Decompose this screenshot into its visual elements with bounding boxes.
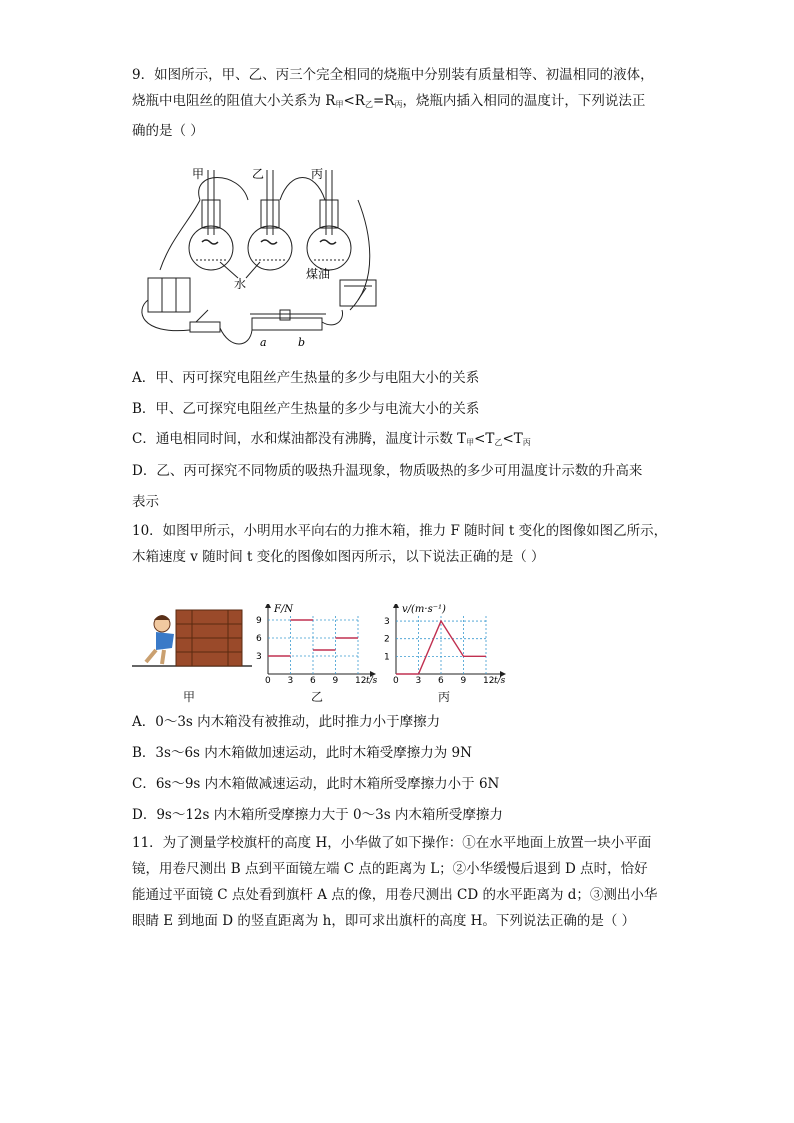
label-yi: 乙 [252, 167, 265, 181]
q10-chart-velocity [378, 604, 510, 684]
q11-line2: 镜，用卷尺测出 B 点到平面镜左端 C 点的距离为 L；②小华缓慢后退到 D 点时，恰好 [132, 861, 648, 877]
caption-yi: 乙 [311, 690, 324, 704]
y-tick-label: 1 [384, 652, 390, 663]
flask-yi [248, 170, 292, 270]
battery [148, 278, 190, 312]
q11-line3: 能通过平面镜 C 点处看到旗杆 A 点的像，用卷尺测出 CD 的水平距离为 d；③测出小华 [132, 887, 658, 903]
q10-option-a: A．0～3s 内木箱没有被推动，此时推力小于摩擦力 [132, 714, 441, 730]
x-tick-label: 9 [332, 676, 339, 684]
rheostat [250, 310, 326, 330]
q10-option-c: C．6s～9s 内木箱做减速运动，此时木箱所受摩擦力小于 6N [132, 776, 500, 792]
q10-line1: 10．如图甲所示，小明用水平向右的力推木箱，推力 F 随时间 t 变化的图像如图乙所示， [132, 523, 668, 539]
q11-line4: 眼睛 E 到地面 D 的竖直距离为 h，即可求出旗杆的高度 H。下列说法正确的是（ ） [132, 913, 636, 929]
y-tick-label: 9 [256, 616, 262, 626]
q9-option-a: A．甲、丙可探究电阻丝产生热量的多少与电阻大小的关系 [132, 370, 480, 386]
y-axis-arrow [393, 604, 399, 608]
y-axis-label: v/(m·s⁻¹) [402, 604, 446, 615]
q10-chart-force [250, 604, 380, 684]
q10-option-d: D．9s～12s 内木箱所受摩擦力大于 0～3s 内木箱所受摩擦力 [132, 807, 503, 823]
question-11-stem [132, 830, 672, 934]
x-tick-label: 6 [310, 676, 316, 684]
circuit-diagram [130, 160, 410, 360]
x-tick-label: 12 [355, 676, 367, 684]
x-tick-label: 3 [287, 676, 294, 684]
q9-line1: 9．如图所示，甲、乙、丙三个完全相同的烧瓶中分别装有质量相等、初温相同的液体， [132, 67, 654, 83]
x-tick-label: 6 [438, 676, 444, 684]
label-bing: 丙 [311, 167, 324, 181]
caption-bing: 丙 [438, 690, 451, 704]
caption-jia: 甲 [183, 690, 196, 704]
q9-option-b: B．甲、乙可探究电阻丝产生热量的多少与电流大小的关系 [132, 401, 480, 417]
q9-option-d-line2: 表示 [132, 494, 159, 510]
x-tick-label: 0 [265, 676, 271, 684]
switch [190, 310, 220, 332]
y-axis-label: F/N [274, 604, 294, 615]
y-tick-label: 2 [384, 634, 390, 645]
label-jia: 甲 [192, 167, 205, 181]
q10-line2: 木箱速度 v 随时间 t 变化的图像如图丙所示，以下说法正确的是（ ） [132, 549, 545, 565]
label-water: 水 [234, 277, 247, 291]
x-tick-label: 0 [393, 676, 399, 684]
force-time-chart [250, 604, 380, 684]
q9-line3: 确的是（ ） [132, 123, 204, 139]
question-9-stem [132, 62, 672, 144]
x-tick-label: 9 [460, 676, 467, 684]
x-tick-label: 3 [415, 676, 422, 684]
label-a: a [260, 336, 267, 349]
y-tick-label: 6 [256, 634, 262, 644]
meter [340, 280, 376, 306]
x-axis-label: t/s [494, 676, 506, 684]
x-tick-label: 12 [483, 676, 495, 684]
q9-line2: 烧瓶中电阻丝的阻值大小关系为 $R_甲<R_乙=R_丙$，烧瓶内插入相同的温度计，下列说法正 [132, 93, 646, 109]
q10-option-b: B．3s～6s 内木箱做加速运动，此时木箱受摩擦力为 9N [132, 745, 472, 761]
x-axis-label: t/s [366, 676, 378, 684]
flask-bing [307, 170, 351, 270]
velocity-time-chart [378, 604, 510, 684]
question-10-stem [132, 518, 672, 570]
boy-pushing-crate-illustration [132, 604, 252, 676]
y-tick-label: 3 [384, 617, 390, 628]
q9-circuit-figure [130, 160, 410, 360]
q10-figure-boy-crate [132, 604, 252, 676]
label-oil: 煤油 [306, 267, 331, 281]
flask-jia [189, 170, 233, 270]
q9-option-d-line1: D．乙、丙可探究不同物质的吸热升温现象，物质吸热的多少可用温度计示数的升高来 [132, 463, 643, 479]
y-axis-arrow [265, 604, 271, 608]
label-b: b [298, 336, 306, 349]
q9-option-c: C．通电相同时间，水和煤油都没有沸腾，温度计示数 $T_甲<T_乙<T_丙$ [132, 431, 531, 447]
y-tick-label: 3 [256, 652, 262, 662]
q11-line1: 11．为了测量学校旗杆的高度 H，小华做了如下操作：①在水平地面上放置一块小平面 [132, 835, 652, 851]
